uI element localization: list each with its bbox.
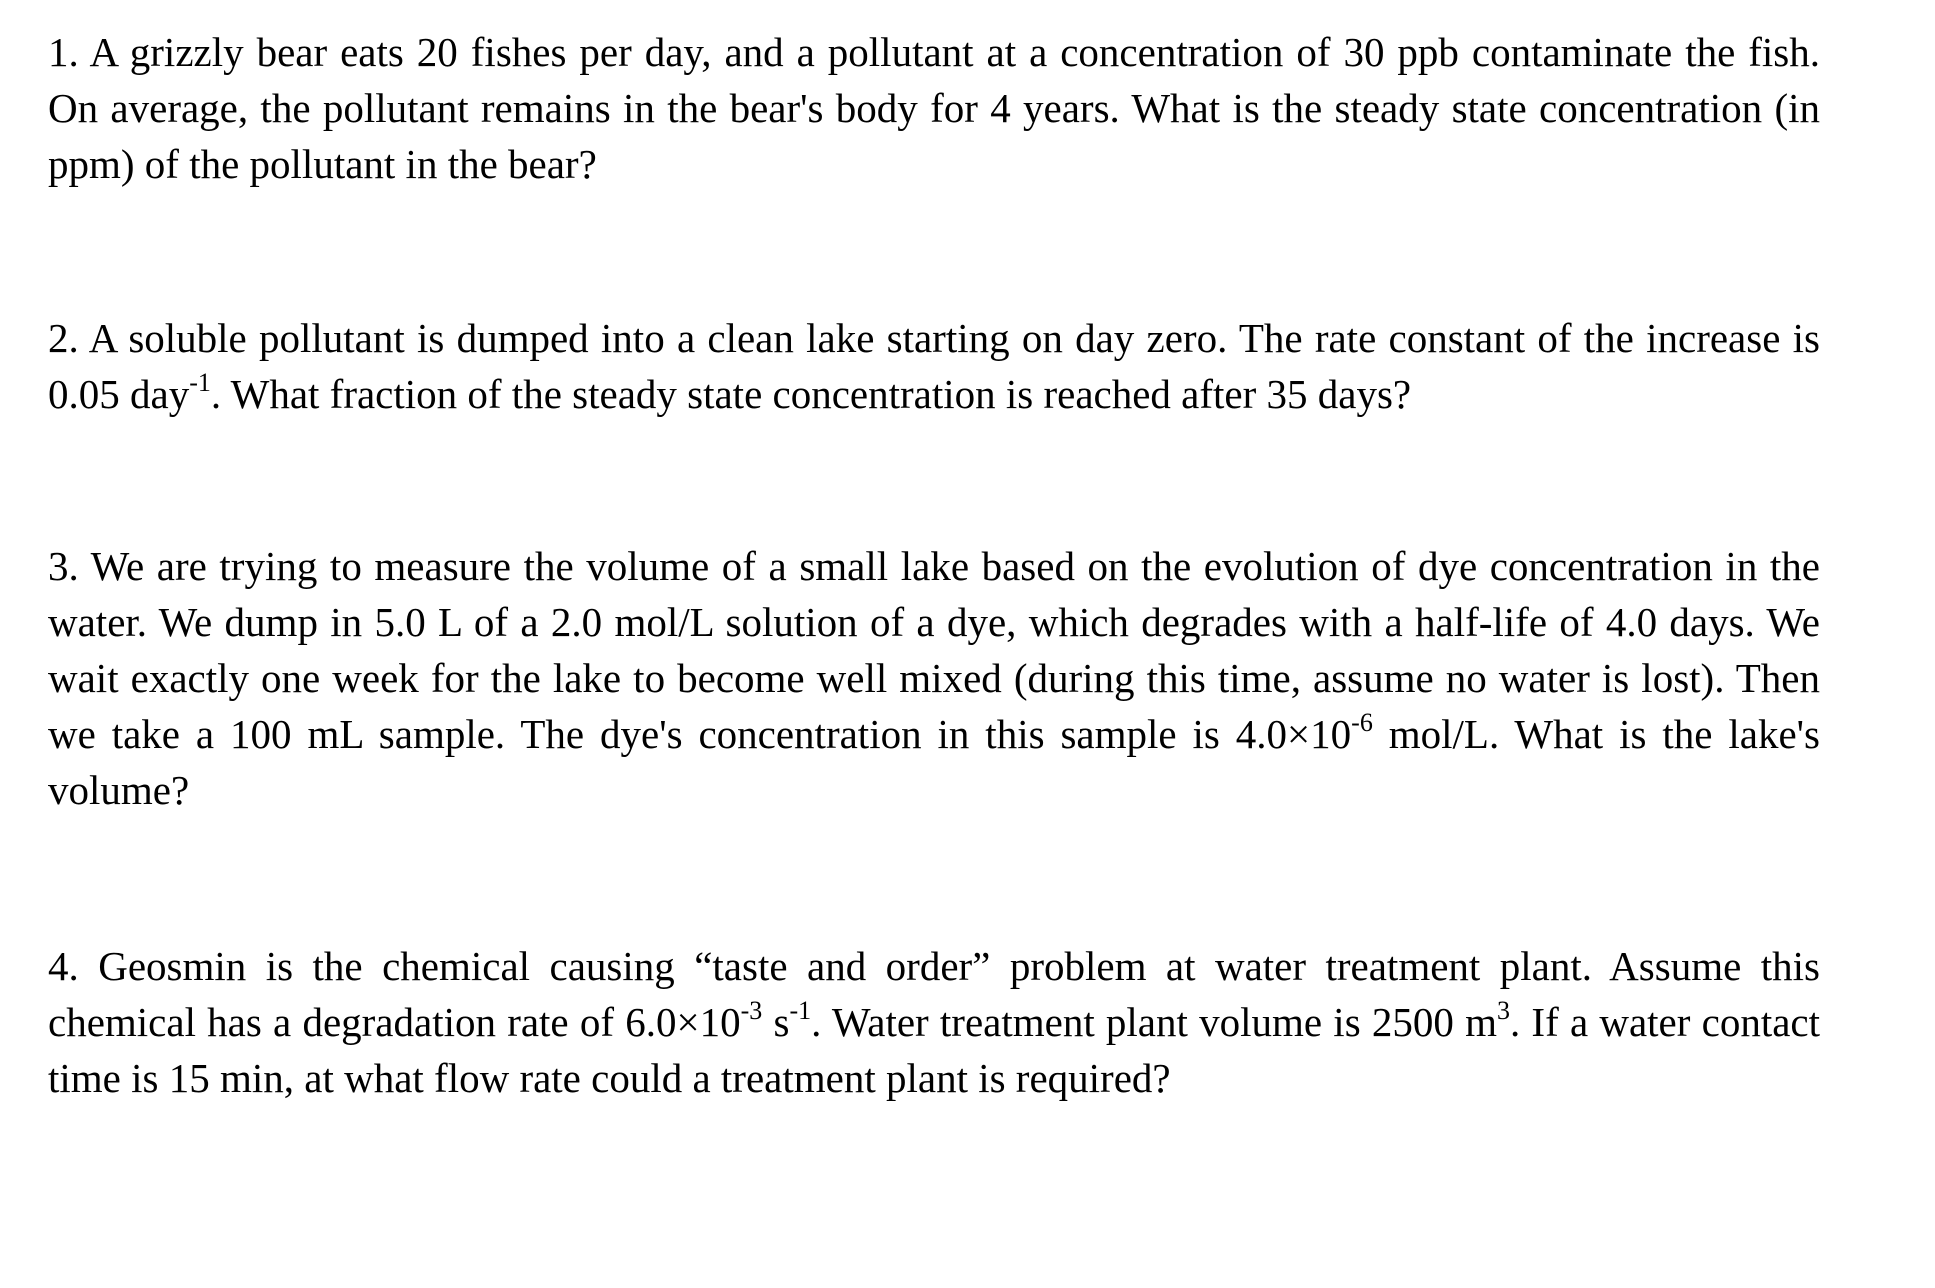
problem-2 [48,310,1820,422]
problem-text: . Water treatment plant volume is 2500 m [811,999,1497,1045]
problem-3 [48,538,1820,818]
problem-text: mol/L. What is the lake's volume? [48,711,1820,813]
problem-number: 2. [48,315,79,361]
problem-number: 4. [48,943,79,989]
superscript: -3 [740,996,763,1026]
superscript: -1 [189,368,211,398]
problem-4 [48,938,1820,1106]
superscript: 3 [1496,996,1510,1026]
problem-text: We are trying to measure the volume of a small lake based on the evolution of dye concentration in the water. We dump in 5.0 L of a 2.0 mol/L solution of a dye, which degrades with a half-life of 4.0 days. We wait exactly one week for the lake to become well mixed (during this time, assume no water is lost). Then we take a 100 mL sample. The dye's concentration in this sample is 4.0×10 [48,543,1820,757]
problem-text: . If a water contact time is 15 min, at what flow rate could a treatment plant is required? [48,999,1820,1101]
superscript: -1 [789,996,812,1026]
problem-number: 3. [48,543,79,589]
problem-number: 1. [48,29,79,75]
superscript: -6 [1351,708,1373,738]
problem-text: . What fraction of the steady state concentration is reached after 35 days? [210,371,1412,417]
problem-text: s [762,999,790,1045]
problem-1 [48,24,1820,192]
problem-text: A soluble pollutant is dumped into a clean lake starting on day zero. The rate constant of the increase is 0.05 day [48,315,1820,417]
problem-text: A grizzly bear eats 20 fishes per day, and a pollutant at a concentration of 30 ppb contaminate the fish. On average, the pollutant remains in the bear's body for 4 years. What is the steady state concentration (in ppm) of the pollutant in the bear? [48,29,1820,187]
problem-text: Geosmin is the chemical causing “taste and order” problem at water treatment plant. Assume this chemical has a degradation rate of 6.0×10 [48,943,1820,1045]
